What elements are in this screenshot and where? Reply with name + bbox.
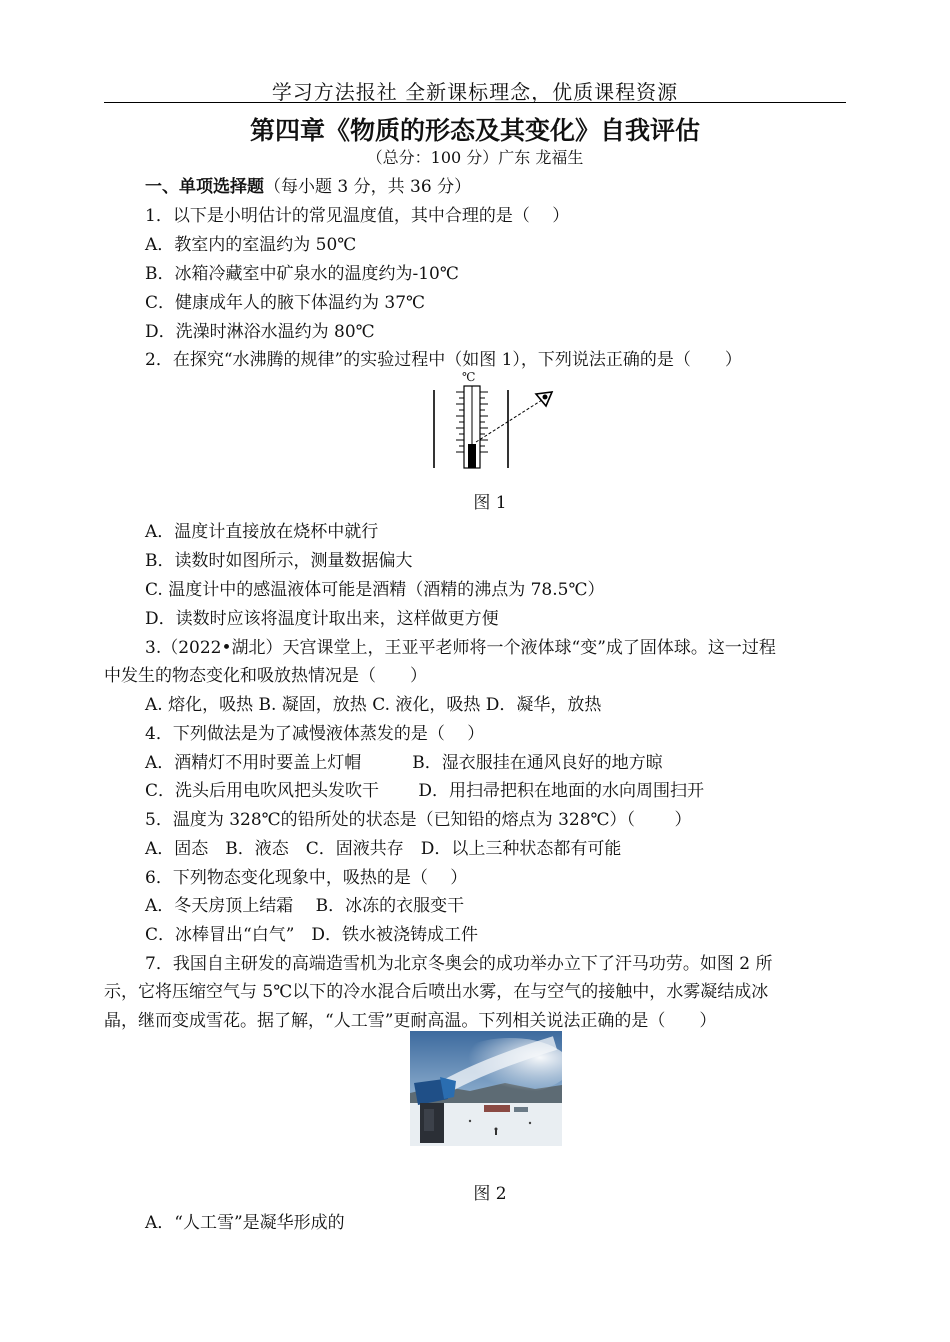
question-1: 1．以下是小明估计的常见温度值，其中合理的是（ ） xyxy=(145,206,570,226)
question-4: 4．下列做法是为了减慢液体蒸发的是（ ） xyxy=(145,724,485,744)
question-2: 2．在探究“水沸腾的规律”的实验过程中（如图 1），下列说法正确的是（ ） xyxy=(145,350,742,370)
q5-options: A．固态 B．液态 C．固液共存 D．以上三种状态都有可能 xyxy=(145,839,622,859)
q6-options-cd: C．冰棒冒出“白气” D．铁水被浇铸成工件 xyxy=(145,925,479,945)
q4-options-cd: C．洗头后用电吹风把头发吹干 D．用扫帚把积在地面的水向周围扫开 xyxy=(145,781,705,801)
section-note: （每小题 3 分，共 36 分） xyxy=(264,177,472,197)
q1-option-a: A．教室内的室温约为 50℃ xyxy=(145,235,357,255)
question-6: 6．下列物态变化现象中，吸热的是（ ） xyxy=(145,868,468,888)
question-3-line-1: 3.（2022•湖北）天宫课堂上，王亚平老师将一个液体球“变”成了固体球。这一过程 xyxy=(145,638,776,658)
question-7-line-1: 7．我国自主研发的高端造雪机为北京冬奥会的成功举办立下了汗马功劳。如图 2 所 xyxy=(145,954,773,974)
q2-option-b: B．读数时如图所示，测量数据偏大 xyxy=(145,551,413,571)
figure-2-snow-machine-photo xyxy=(410,1031,562,1146)
section-label: 一、单项选择题 xyxy=(145,177,264,197)
figure-2-caption: 图 2 xyxy=(473,1184,507,1204)
question-3-line-2: 中发生的物态变化和吸放热情况是（ ） xyxy=(104,666,427,686)
question-7-line-3: 晶，继而变成雪花。据了解，“人工雪”更耐高温。下列相关说法正确的是（ ） xyxy=(104,1011,717,1031)
q3-options: A. 熔化，吸热 B. 凝固，放热 C. 液化，吸热 D．凝华，放热 xyxy=(145,695,602,715)
page-title: 第四章《物质的形态及其变化》自我评估 xyxy=(249,116,700,145)
q1-option-b: B．冰箱冷藏室中矿泉水的温度约为-10℃ xyxy=(145,264,459,284)
q2-option-d: D．读数时应该将温度计取出来，这样做更方便 xyxy=(145,609,499,629)
q7-option-a: A．“人工雪”是凝华形成的 xyxy=(145,1213,345,1233)
section-heading xyxy=(145,172,471,197)
question-7-line-2: 示，它将压缩空气与 5℃以下的冷水混合后喷出水雾，在与空气的接触中，水雾凝结成冰 xyxy=(104,982,769,1002)
figure-1-thermometer xyxy=(430,376,560,472)
figure-1-unit: ℃ xyxy=(462,370,476,384)
header-rule xyxy=(104,102,846,103)
q1-option-d: D．洗澡时淋浴水温约为 80℃ xyxy=(145,322,375,342)
page-subtitle: （总分：100 分）广东 龙福生 xyxy=(366,148,584,167)
q1-option-c: C．健康成年人的腋下体温约为 37℃ xyxy=(145,293,426,313)
question-5: 5．温度为 328℃的铅所处的状态是（已知铅的熔点为 328℃）（ ） xyxy=(145,810,692,830)
q6-options-ab: A．冬天房顶上结霜 B．冰冻的衣服变干 xyxy=(145,896,465,916)
q2-option-a: A．温度计直接放在烧杯中就行 xyxy=(145,522,379,542)
figure-1-caption: 图 1 xyxy=(473,493,507,513)
q4-options-ab: A．酒精灯不用时要盖上灯帽 B．湿衣服挂在通风良好的地方晾 xyxy=(145,753,663,773)
page-header: 学习方法报社 全新课标理念，优质课程资源 xyxy=(271,80,679,104)
q2-option-c: C. 温度计中的感温液体可能是酒精（酒精的沸点为 78.5℃） xyxy=(145,580,605,600)
